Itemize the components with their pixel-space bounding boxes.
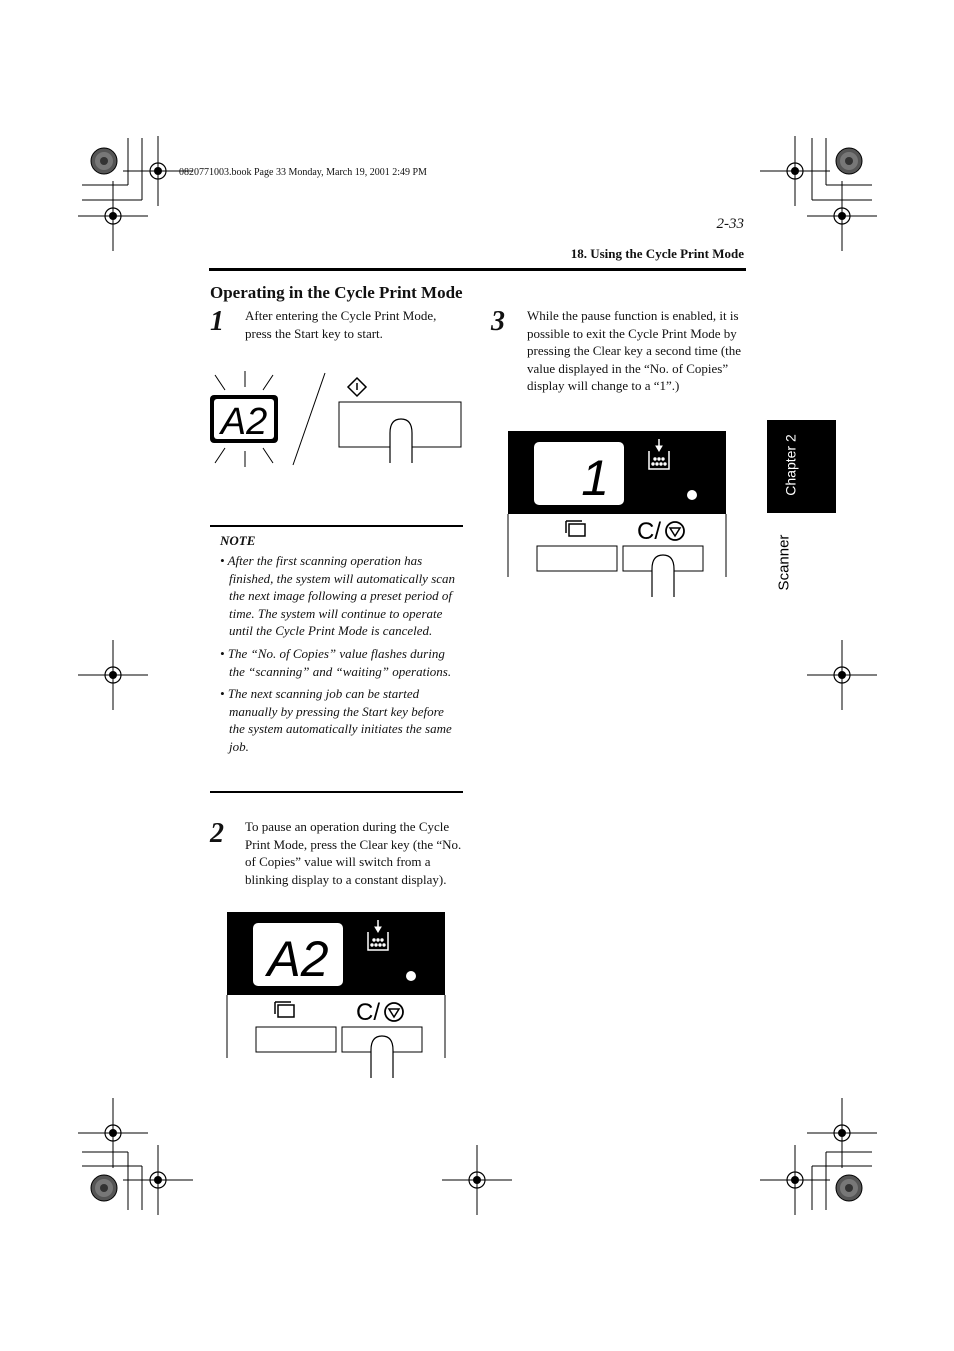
- note-title: NOTE: [220, 533, 256, 548]
- chapter-label: Chapter 2: [782, 434, 799, 496]
- finger-icon: [652, 555, 674, 597]
- step-2-number: 2: [210, 818, 224, 849]
- display-value: A2: [267, 931, 329, 987]
- page-number: 2-33: [716, 216, 744, 232]
- section-title: 18. Using the Cycle Print Mode: [570, 246, 744, 261]
- radial-mark: [91, 148, 117, 174]
- indicator-led: [687, 490, 697, 500]
- stop-icon: [385, 1003, 403, 1021]
- display-value: 1: [581, 450, 609, 506]
- figure-clear-key-exit: [507, 427, 729, 599]
- note-box: [210, 525, 463, 793]
- step-1-text: After entering the Cycle Print Mode, press the Start key to start.: [245, 308, 437, 341]
- indicator-led: [406, 971, 416, 981]
- page-heading: Operating in the Cycle Print Mode: [210, 283, 463, 302]
- copy-mode-key[interactable]: [537, 546, 617, 571]
- start-key-icon: [348, 378, 366, 396]
- step-3-text: While the pause function is enabled, it is possible to exit the Cycle Print Mode by pressing the Clear key a second time (the value displayed in the “No. of Copies” display will change to a “1”.): [527, 308, 742, 394]
- finger-icon: [390, 419, 412, 463]
- step-2-text: To pause an operation during the Cycle Print Mode, press the Clear key (the “No. of Copies” value will switch from a blinking display to a constant display).: [245, 819, 462, 887]
- clear-key-label: C/: [356, 999, 380, 1026]
- finger-icon: [371, 1036, 393, 1078]
- note-item: • After the first scanning operation has finished, the system will automatically scan the next image following a preset period of time. The system will continue to operate until the Cycle Print Mode is canceled.: [220, 553, 456, 639]
- display-value: A2: [220, 401, 268, 443]
- copy-mode-icon: [275, 1002, 294, 1017]
- figure-clear-key-pause: [226, 908, 448, 1080]
- book-info: 0820771003.book Page 33 Monday, March 19, 2001 2:49 PM: [179, 167, 427, 178]
- scanner-label: Scanner: [775, 534, 793, 591]
- note-item: • The “No. of Copies” value flashes during the “scanning” and “waiting” operations.: [220, 645, 452, 679]
- copies-display: [534, 442, 624, 505]
- step-3-number: 3: [491, 306, 505, 337]
- copy-mode-key[interactable]: [256, 1027, 336, 1052]
- step-1-number: 1: [210, 306, 224, 337]
- note-item: • The next scanning job can be started manually by pressing the Start key before the system automatically initiates the same job.: [220, 686, 452, 754]
- figure-start-key: [205, 365, 470, 470]
- header-rule: [209, 268, 746, 271]
- note-list: [210, 552, 463, 756]
- clear-key-label: C/: [637, 518, 661, 545]
- copy-mode-icon: [566, 521, 585, 536]
- stop-icon: [666, 522, 684, 540]
